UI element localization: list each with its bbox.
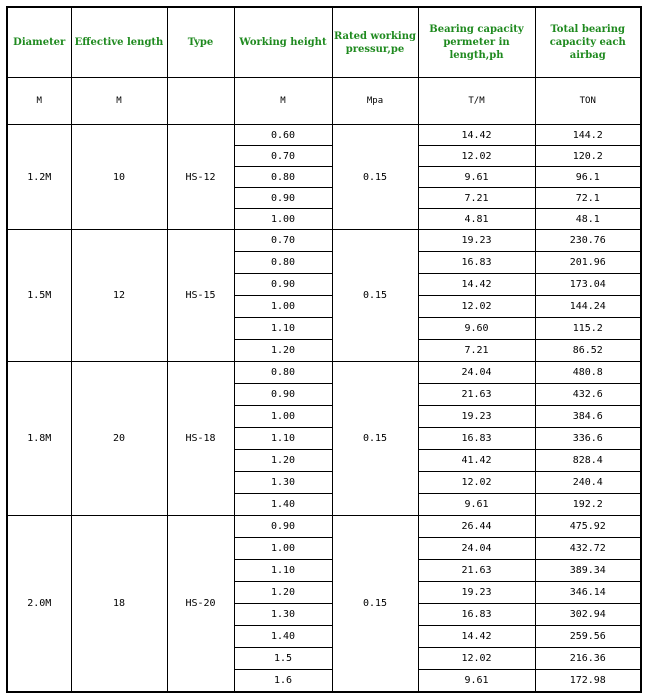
total-capacity-cell: 346.14 bbox=[535, 582, 641, 604]
working-height-cell: 0.60 bbox=[234, 125, 332, 146]
bearing-capacity-cell: 7.21 bbox=[418, 188, 535, 209]
working-height-cell: 1.00 bbox=[234, 296, 332, 318]
total-capacity-cell: 144.24 bbox=[535, 296, 641, 318]
rated-pressure-cell: 0.15 bbox=[332, 516, 418, 693]
bearing-capacity-cell: 9.60 bbox=[418, 318, 535, 340]
working-height-cell: 1.40 bbox=[234, 626, 332, 648]
diameter-cell: 1.2M bbox=[7, 125, 71, 230]
diameter-cell: 1.5M bbox=[7, 230, 71, 362]
bearing-capacity-cell: 16.83 bbox=[418, 604, 535, 626]
total-capacity-cell: 432.6 bbox=[535, 384, 641, 406]
bearing-capacity-cell: 12.02 bbox=[418, 146, 535, 167]
total-capacity-cell: 240.4 bbox=[535, 472, 641, 494]
header-rated-pressure: Rated working pressur,pe bbox=[332, 7, 418, 78]
bearing-capacity-cell: 24.04 bbox=[418, 538, 535, 560]
bearing-capacity-cell: 24.04 bbox=[418, 362, 535, 384]
bearing-capacity-cell: 12.02 bbox=[418, 472, 535, 494]
working-height-cell: 1.20 bbox=[234, 450, 332, 472]
working-height-cell: 0.80 bbox=[234, 362, 332, 384]
units-row bbox=[7, 78, 641, 125]
table-row bbox=[7, 362, 641, 384]
diameter-cell: 2.0M bbox=[7, 516, 71, 693]
table-row bbox=[7, 230, 641, 252]
total-capacity-cell: 216.36 bbox=[535, 648, 641, 670]
bearing-capacity-cell: 41.42 bbox=[418, 450, 535, 472]
bearing-capacity-cell: 4.81 bbox=[418, 209, 535, 230]
working-height-cell: 1.6 bbox=[234, 670, 332, 693]
bearing-capacity-cell: 7.21 bbox=[418, 340, 535, 362]
unit-effective-length: M bbox=[71, 78, 167, 125]
bearing-capacity-cell: 14.42 bbox=[418, 274, 535, 296]
effective-length-cell: 10 bbox=[71, 125, 167, 230]
spec-body bbox=[7, 125, 641, 693]
unit-rated-pressure: Mpa bbox=[332, 78, 418, 125]
bearing-capacity-cell: 26.44 bbox=[418, 516, 535, 538]
unit-diameter: M bbox=[7, 78, 71, 125]
bearing-capacity-cell: 9.61 bbox=[418, 494, 535, 516]
working-height-cell: 1.10 bbox=[234, 428, 332, 450]
working-height-cell: 1.30 bbox=[234, 472, 332, 494]
bearing-capacity-cell: 16.83 bbox=[418, 252, 535, 274]
rated-pressure-cell: 0.15 bbox=[332, 125, 418, 230]
total-capacity-cell: 172.98 bbox=[535, 670, 641, 693]
header-bearing-capacity: Bearing capacity permeter in length,ph bbox=[418, 7, 535, 78]
total-capacity-cell: 173.04 bbox=[535, 274, 641, 296]
bearing-capacity-cell: 21.63 bbox=[418, 560, 535, 582]
working-height-cell: 1.40 bbox=[234, 494, 332, 516]
effective-length-cell: 12 bbox=[71, 230, 167, 362]
working-height-cell: 1.10 bbox=[234, 560, 332, 582]
unit-bearing-capacity: T/M bbox=[418, 78, 535, 125]
total-capacity-cell: 828.4 bbox=[535, 450, 641, 472]
total-capacity-cell: 72.1 bbox=[535, 188, 641, 209]
header-total-capacity: Total bearing capacity each airbag bbox=[535, 7, 641, 78]
working-height-cell: 1.10 bbox=[234, 318, 332, 340]
type-cell: HS-12 bbox=[167, 125, 234, 230]
header-effective-length: Effective length bbox=[71, 7, 167, 78]
type-cell: HS-15 bbox=[167, 230, 234, 362]
working-height-cell: 0.90 bbox=[234, 516, 332, 538]
total-capacity-cell: 480.8 bbox=[535, 362, 641, 384]
total-capacity-cell: 86.52 bbox=[535, 340, 641, 362]
bearing-capacity-cell: 14.42 bbox=[418, 125, 535, 146]
effective-length-cell: 18 bbox=[71, 516, 167, 693]
bearing-capacity-cell: 12.02 bbox=[418, 296, 535, 318]
total-capacity-cell: 192.2 bbox=[535, 494, 641, 516]
working-height-cell: 0.70 bbox=[234, 146, 332, 167]
working-height-cell: 1.00 bbox=[234, 406, 332, 428]
bearing-capacity-cell: 21.63 bbox=[418, 384, 535, 406]
working-height-cell: 0.80 bbox=[234, 167, 332, 188]
header-working-height: Working height bbox=[234, 7, 332, 78]
table-row bbox=[7, 125, 641, 146]
working-height-cell: 1.5 bbox=[234, 648, 332, 670]
working-height-cell: 1.00 bbox=[234, 209, 332, 230]
working-height-cell: 1.20 bbox=[234, 582, 332, 604]
total-capacity-cell: 384.6 bbox=[535, 406, 641, 428]
working-height-cell: 0.90 bbox=[234, 188, 332, 209]
total-capacity-cell: 475.92 bbox=[535, 516, 641, 538]
working-height-cell: 1.30 bbox=[234, 604, 332, 626]
working-height-cell: 0.90 bbox=[234, 384, 332, 406]
working-height-cell: 1.20 bbox=[234, 340, 332, 362]
total-capacity-cell: 144.2 bbox=[535, 125, 641, 146]
total-capacity-cell: 115.2 bbox=[535, 318, 641, 340]
total-capacity-cell: 389.34 bbox=[535, 560, 641, 582]
unit-total-capacity: TON bbox=[535, 78, 641, 125]
airbag-spec-table bbox=[6, 6, 642, 693]
bearing-capacity-cell: 16.83 bbox=[418, 428, 535, 450]
rated-pressure-cell: 0.15 bbox=[332, 230, 418, 362]
bearing-capacity-cell: 19.23 bbox=[418, 406, 535, 428]
effective-length-cell: 20 bbox=[71, 362, 167, 516]
working-height-cell: 1.00 bbox=[234, 538, 332, 560]
working-height-cell: 0.70 bbox=[234, 230, 332, 252]
bearing-capacity-cell: 9.61 bbox=[418, 167, 535, 188]
total-capacity-cell: 432.72 bbox=[535, 538, 641, 560]
header-diameter: Diameter bbox=[7, 7, 71, 78]
bearing-capacity-cell: 14.42 bbox=[418, 626, 535, 648]
unit-working-height: M bbox=[234, 78, 332, 125]
header-type: Type bbox=[167, 7, 234, 78]
rated-pressure-cell: 0.15 bbox=[332, 362, 418, 516]
bearing-capacity-cell: 12.02 bbox=[418, 648, 535, 670]
diameter-cell: 1.8M bbox=[7, 362, 71, 516]
bearing-capacity-cell: 19.23 bbox=[418, 230, 535, 252]
table-row bbox=[7, 516, 641, 538]
header-row bbox=[7, 7, 641, 78]
bearing-capacity-cell: 19.23 bbox=[418, 582, 535, 604]
type-cell: HS-20 bbox=[167, 516, 234, 693]
bearing-capacity-cell: 9.61 bbox=[418, 670, 535, 693]
total-capacity-cell: 302.94 bbox=[535, 604, 641, 626]
unit-type bbox=[167, 78, 234, 125]
working-height-cell: 0.90 bbox=[234, 274, 332, 296]
total-capacity-cell: 96.1 bbox=[535, 167, 641, 188]
total-capacity-cell: 259.56 bbox=[535, 626, 641, 648]
total-capacity-cell: 120.2 bbox=[535, 146, 641, 167]
type-cell: HS-18 bbox=[167, 362, 234, 516]
total-capacity-cell: 230.76 bbox=[535, 230, 641, 252]
working-height-cell: 0.80 bbox=[234, 252, 332, 274]
total-capacity-cell: 48.1 bbox=[535, 209, 641, 230]
total-capacity-cell: 336.6 bbox=[535, 428, 641, 450]
total-capacity-cell: 201.96 bbox=[535, 252, 641, 274]
